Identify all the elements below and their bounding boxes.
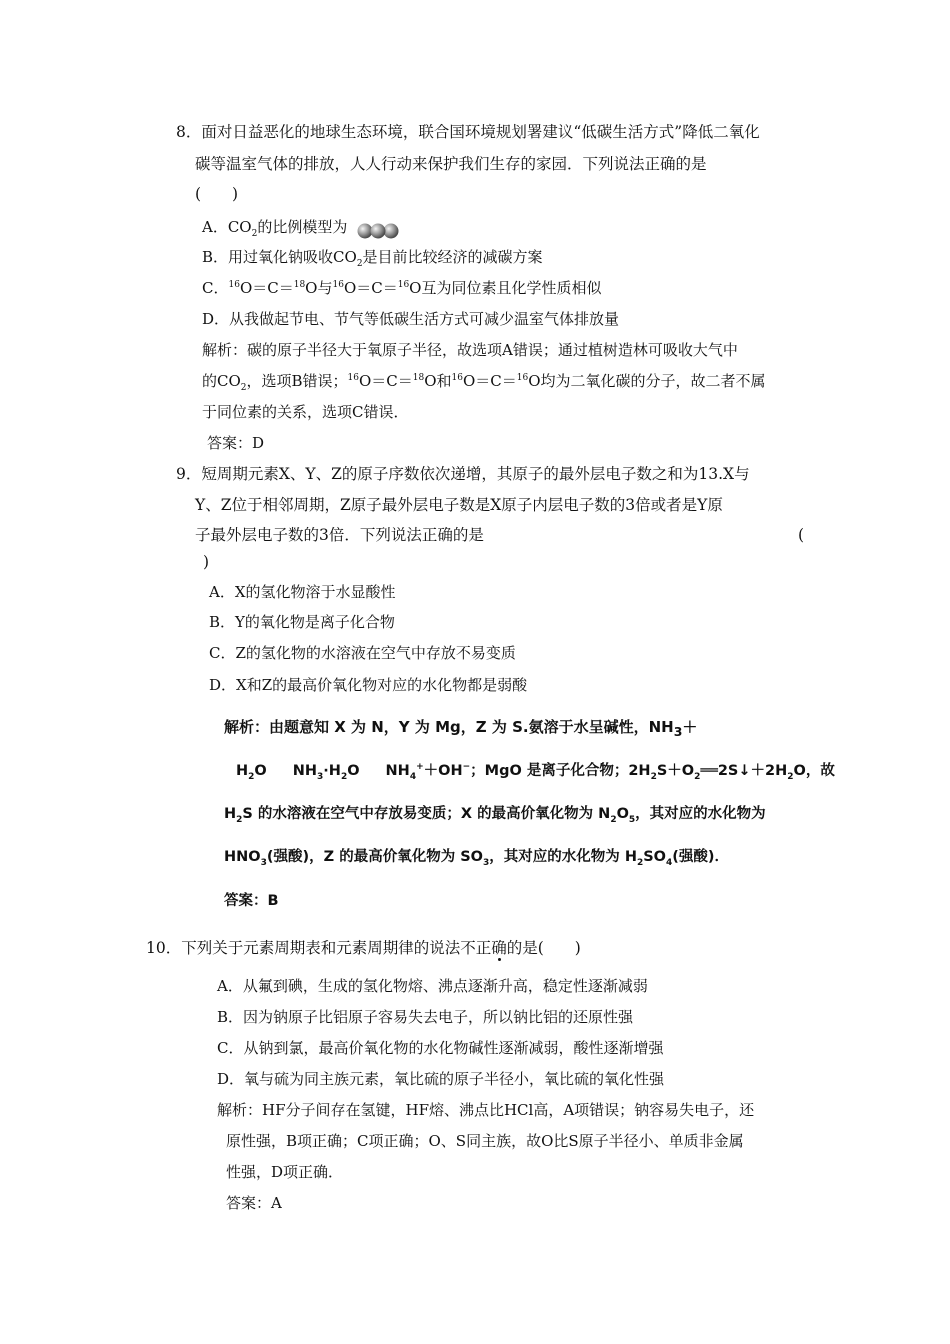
q10-option-c: C．从钠到氯，最高价氧化物的水化物碱性逐渐减弱，酸性逐渐增强	[217, 1039, 664, 1057]
q8-option-d: D．从我做起节电、节气等低碳生活方式可减少温室气体排放量	[202, 310, 620, 328]
q9-option-d: D．X和Z的最高价氧化物对应的水化物都是弱酸	[209, 676, 528, 694]
q10-stem: 10．下列关于元素周期表和元素周期律的说法不正确的是( )	[146, 939, 581, 957]
q10-analysis-line-3: 性强，D项正确．	[226, 1163, 344, 1181]
q10-answer: 答案：A	[226, 1194, 282, 1212]
q8-option-c: C．$^{16}$O＝C＝$^{18}$O与$^{16}$O＝C＝$^{16}$O互为同位素且化学性质相似	[202, 279, 602, 297]
q8-analysis-line-3: 于同位素的关系，选项C错误．	[202, 403, 409, 421]
q10-analysis-line-1: 解析：HF分子间存在氢键，HF熔、沸点比HCl高，A项错误；钠容易失电子，还	[217, 1101, 755, 1119]
q9-stem-line-3: 子最外层电子数的3倍．下列说法正确的是	[195, 526, 484, 544]
q10-analysis-line-2: 原性强，B项正确；C项正确；O、S同主族，故O比S原子半径小、单质非金属	[226, 1132, 744, 1150]
q9-analysis-line-1: 解析：由题意知 X 为 N，Y 为 Mg，Z 为 S.氨溶于水呈碱性，$NH_3+$	[224, 718, 698, 739]
q9-answer: 答案：B	[224, 893, 279, 909]
q9-stem-line-1: 9．短周期元素X、Y、Z的原子序数依次递增，其原子的最外层电子数之和为13.X与	[176, 465, 750, 483]
q9-analysis-line-2: $H_2O$ $NH_3\cdot H_2O$ $NH_4^++OH^-$；MgO 是离子化合物；$2H_2S+O_2══2S↓+2H_2O$，故	[236, 762, 835, 782]
co2-ratio-model-icon	[352, 221, 432, 241]
q9-option-b: B．Y的氧化物是离子化合物	[209, 613, 395, 631]
q10-option-d: D．氧与硫为同主族元素，氧比硫的原子半径小，氧比硫的氧化性强	[217, 1070, 665, 1088]
q8-answer: 答案：D	[207, 434, 265, 452]
q9-option-a: A．X的氢化物溶于水显酸性	[209, 583, 396, 601]
q10-option-b: B．因为钠原子比铝原子容易失去电子，所以钠比铝的还原性强	[217, 1008, 634, 1026]
q8-answer-blank: ( )	[195, 185, 239, 203]
q10-option-a: A．从氟到碘，生成的氢化物熔、沸点逐渐升高，稳定性逐渐减弱	[217, 977, 648, 995]
q8-stem-line-2: 碳等温室气体的排放，人人行动来保护我们生存的家园．下列说法正确的是	[195, 155, 707, 173]
q9-answer-blank-close: )	[203, 553, 210, 571]
q8-option-b: B．用过氧化钠吸收$CO_2$是目前比较经济的减碳方案	[202, 248, 543, 269]
q9-option-c: C．Z的氢化物的水溶液在空气中存放不易变质	[209, 644, 516, 662]
q8-stem-line-1: 8．面对日益恶化的地球生态环境，联合国环境规划署建议“低碳生活方式”降低二氧化	[176, 123, 760, 141]
q9-analysis-line-3: $H_2S$ 的水溶液在空气中存放易变质；X 的最高价氧化物为 $N_2O_5$，其对应的水化物为	[224, 806, 766, 825]
q8-analysis-line-1: 解析：碳的原子半径大于氧原子半径，故选项A错误；通过植树造林可吸收大气中	[202, 341, 738, 359]
q8-analysis-line-2: 的$CO_2$，选项B错误；$^{16}$O＝C＝$^{18}$O和$^{16}$O＝C＝$^{16}$O均为二氧化碳的分子，故二者不属	[202, 372, 766, 393]
q9-answer-blank-open: (	[798, 526, 805, 544]
q9-analysis-line-4: $HNO_3$(强酸)，Z 的最高价氧化物为 $SO_3$，其对应的水化物为 $H_2SO_4$(强酸)．	[224, 849, 730, 868]
q8-option-a: A．$CO_2$的比例模型为	[202, 218, 348, 239]
q9-stem-line-2: Y、Z位于相邻周期，Z原子最外层电子数是X原子内层电子数的3倍或者是Y原	[195, 496, 723, 514]
emphasis-dot	[498, 958, 501, 961]
